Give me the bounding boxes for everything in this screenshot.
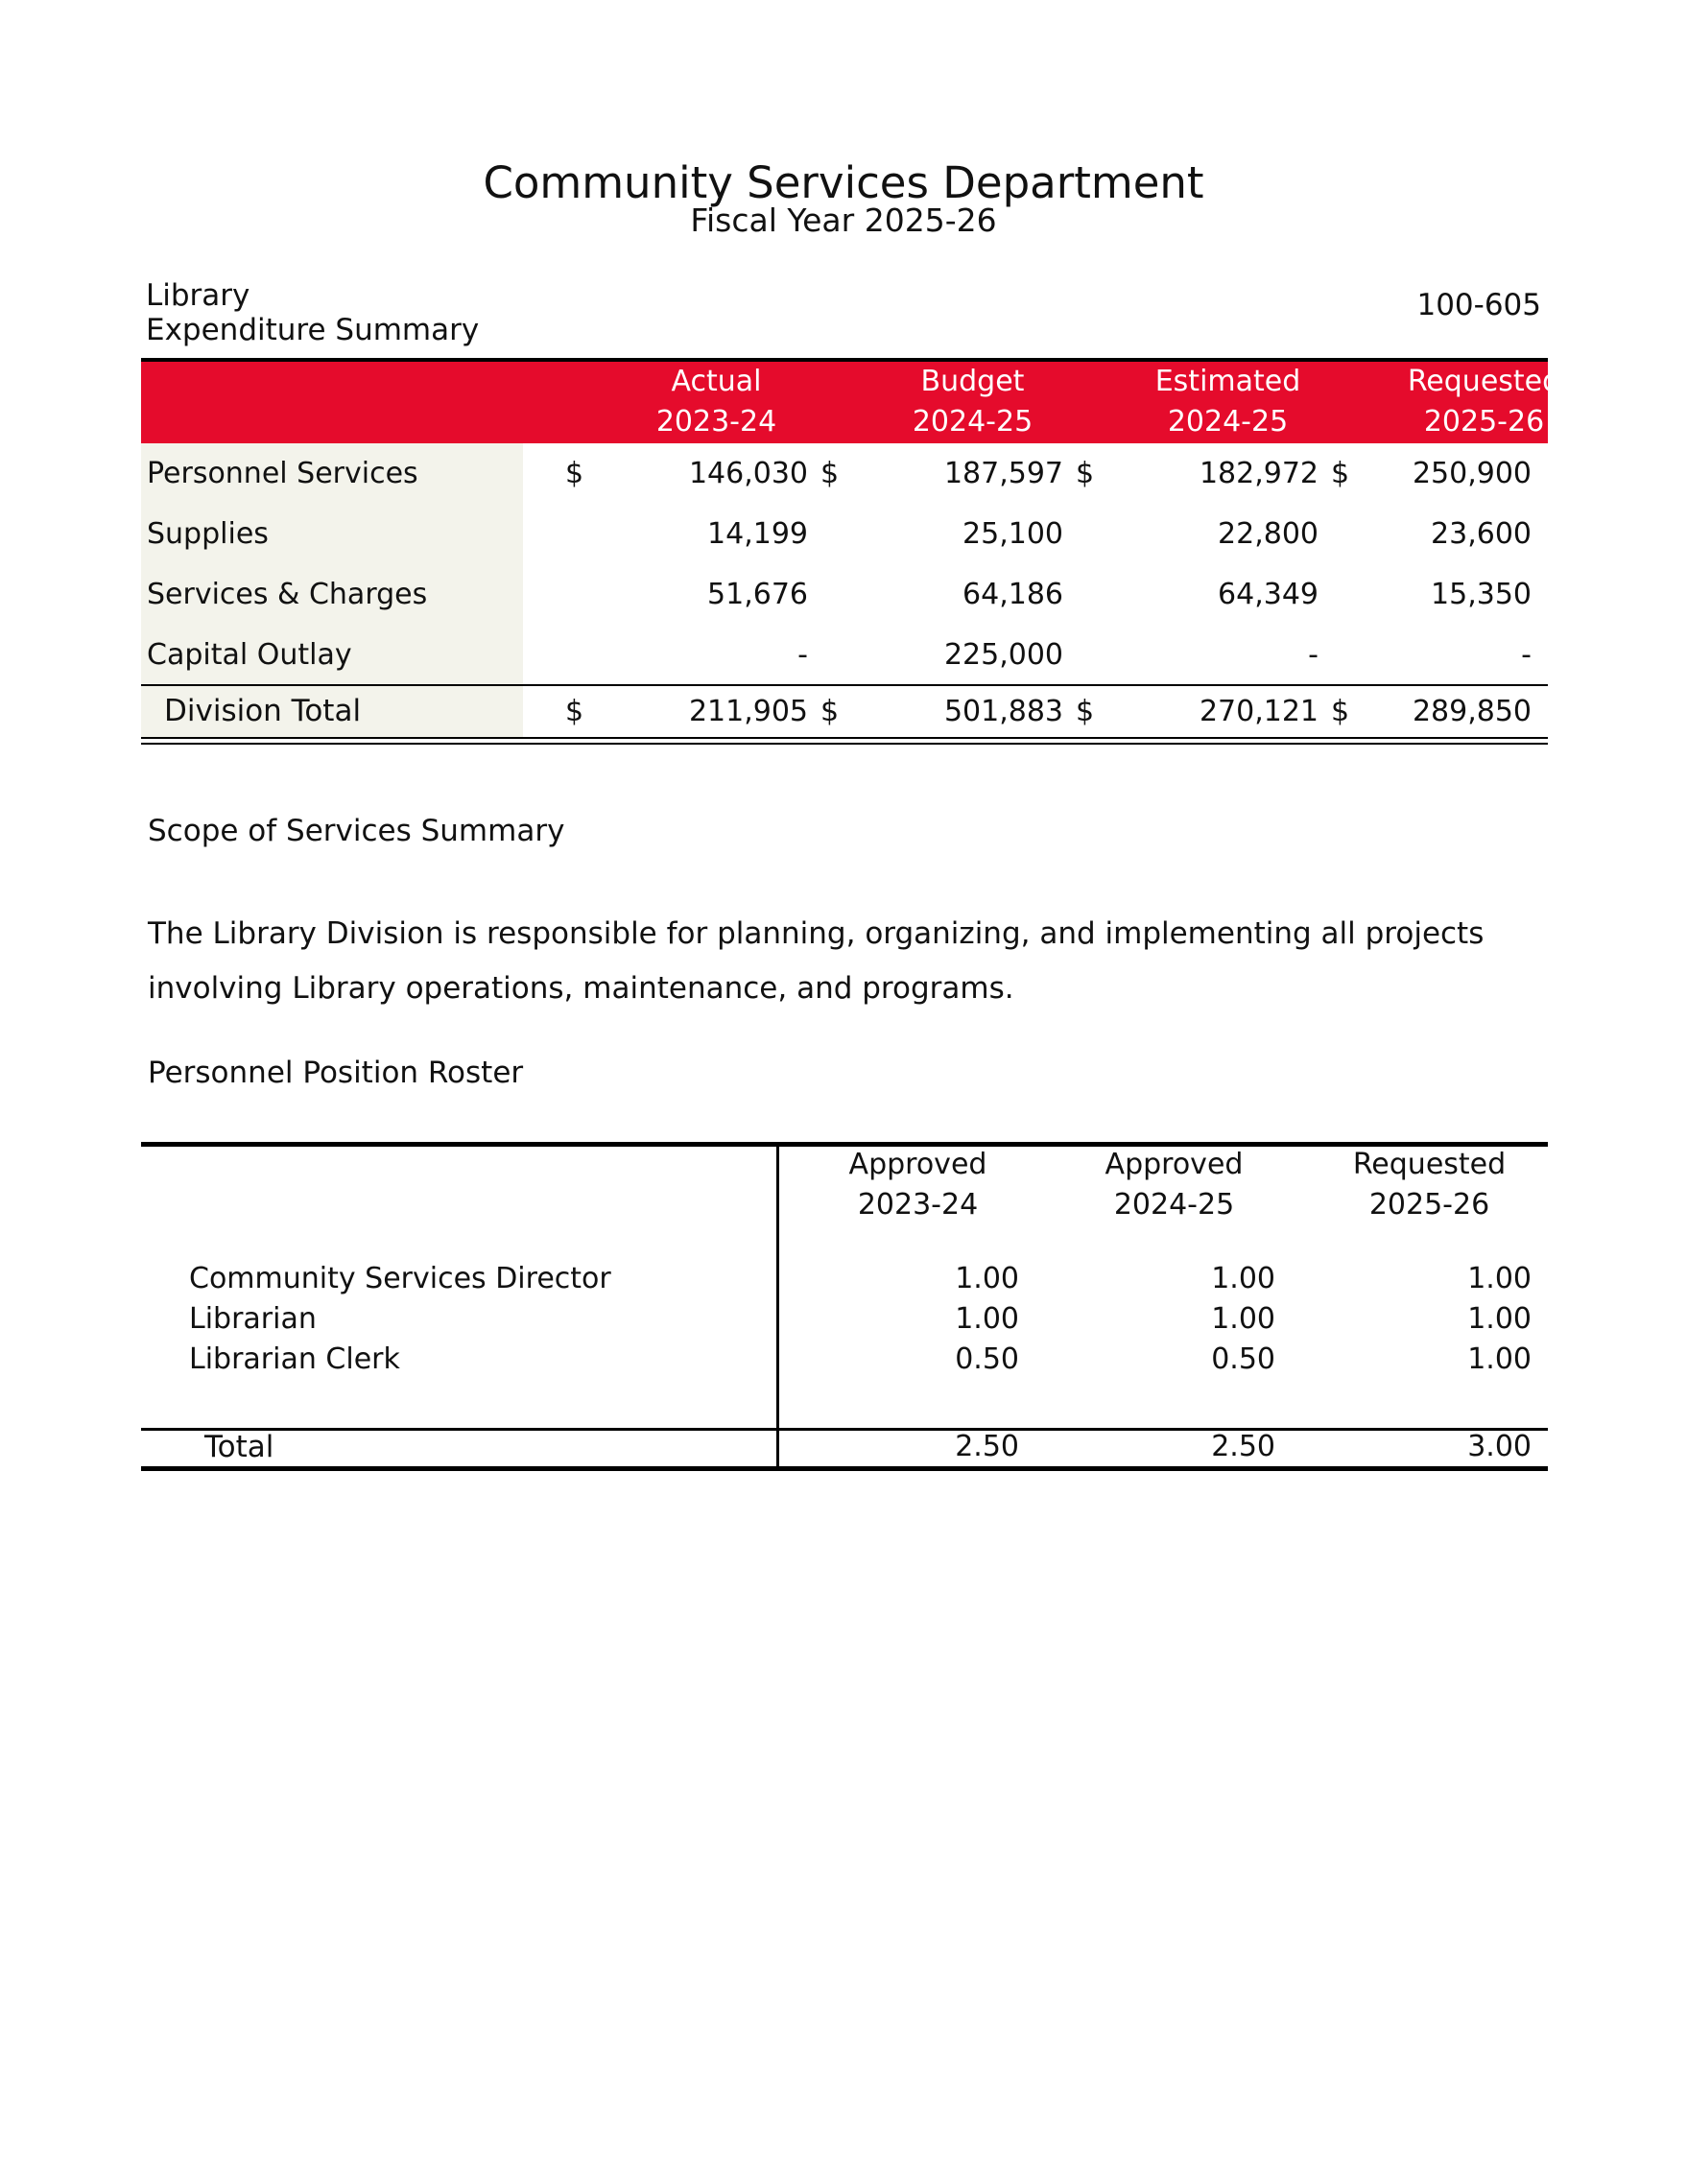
- currency-symbol: $: [1076, 457, 1095, 490]
- total-value: 211,905: [688, 695, 808, 728]
- position-title: Librarian Clerk: [189, 1342, 400, 1376]
- fte-value: 0.50: [955, 1342, 1019, 1376]
- cell-value: -: [1521, 638, 1532, 672]
- page-title: Community Services Department: [483, 157, 1204, 208]
- cell-value: 23,600: [1431, 517, 1532, 551]
- cell-value: 64,186: [962, 578, 1063, 611]
- total-fte-value: 3.00: [1467, 1430, 1532, 1463]
- row-label: Supplies: [147, 517, 269, 551]
- roster-total-label: Total: [204, 1430, 274, 1464]
- fte-value: 1.00: [1211, 1302, 1275, 1336]
- roster-row: [141, 1299, 1548, 1340]
- roster-header-approved-2024: Approved 2024-25: [1105, 1148, 1244, 1222]
- column-header-requested: Requested 2025-26: [1407, 365, 1561, 439]
- table-row: [141, 443, 1548, 504]
- currency-symbol: $: [565, 457, 584, 490]
- table-row: [141, 504, 1548, 564]
- fte-value: 1.00: [1467, 1342, 1532, 1376]
- currency-symbol: $: [820, 695, 840, 728]
- total-fte-value: 2.50: [955, 1430, 1019, 1463]
- cell-value: 51,676: [707, 578, 808, 611]
- cell-value: 187,597: [943, 457, 1063, 490]
- roster-heading: Personnel Position Roster: [148, 1056, 524, 1090]
- cell-value: 22,800: [1218, 517, 1319, 551]
- expenditure-summary-label: Expenditure Summary: [146, 313, 480, 347]
- roster-row: [141, 1340, 1548, 1380]
- column-header-actual: Actual 2023-24: [655, 365, 777, 439]
- total-value: 270,121: [1199, 695, 1319, 728]
- row-label: Personnel Services: [147, 457, 418, 490]
- cell-value: 182,972: [1199, 457, 1319, 490]
- total-fte-value: 2.50: [1211, 1430, 1275, 1463]
- roster-row: [141, 1259, 1548, 1299]
- double-rule-bottom: [141, 743, 1548, 745]
- division-total-label: Division Total: [164, 694, 362, 728]
- table-row: [141, 564, 1548, 625]
- cell-value: 146,030: [688, 457, 808, 490]
- fte-value: 1.00: [1467, 1262, 1532, 1295]
- row-label: Capital Outlay: [147, 638, 352, 672]
- fte-value: 1.00: [1211, 1262, 1275, 1295]
- cell-value: 15,350: [1431, 578, 1532, 611]
- row-label: Services & Charges: [147, 578, 428, 611]
- fte-value: 1.00: [955, 1262, 1019, 1295]
- table-row: [141, 625, 1548, 685]
- cell-value: 14,199: [707, 517, 808, 551]
- currency-symbol: $: [820, 457, 840, 490]
- expenditure-header-row: [141, 362, 1561, 443]
- cell-value: 64,349: [1218, 578, 1319, 611]
- cell-value: -: [1308, 638, 1319, 672]
- double-rule-top: [141, 737, 1548, 739]
- fiscal-year-subtitle: Fiscal Year 2025-26: [690, 202, 997, 239]
- column-header-budget: Budget 2024-25: [912, 365, 1034, 439]
- cell-value: 225,000: [943, 638, 1063, 672]
- position-title: Community Services Director: [189, 1262, 611, 1295]
- fte-value: 1.00: [1467, 1302, 1532, 1336]
- currency-symbol: $: [565, 695, 584, 728]
- division-name: Library: [146, 278, 250, 313]
- currency-symbol: $: [1331, 457, 1350, 490]
- roster-header-approved-2023: Approved 2023-24: [848, 1148, 987, 1222]
- cell-value: 25,100: [962, 517, 1063, 551]
- currency-symbol: $: [1076, 695, 1095, 728]
- division-code: 100-605: [1416, 288, 1541, 322]
- cell-value: 250,900: [1412, 457, 1532, 490]
- position-title: Librarian: [189, 1302, 317, 1336]
- total-value: 501,883: [943, 695, 1063, 728]
- cell-value: -: [797, 638, 808, 672]
- total-value: 289,850: [1412, 695, 1532, 728]
- currency-symbol: $: [1331, 695, 1350, 728]
- division-total-row: [141, 686, 1548, 737]
- roster-bottom-rule: [141, 1466, 1548, 1471]
- column-header-estimated: Estimated 2024-25: [1154, 365, 1301, 439]
- roster-total-row: [141, 1428, 1548, 1466]
- scope-paragraph: The Library Division is responsible for planning, organizing, and implementing all projects involving Library operations, maintenance, and programs.: [148, 916, 1485, 1006]
- fte-value: 1.00: [955, 1302, 1019, 1336]
- fte-value: 0.50: [1211, 1342, 1275, 1376]
- roster-header-requested-2025: Requested 2025-26: [1352, 1148, 1507, 1222]
- scope-heading: Scope of Services Summary: [148, 814, 565, 848]
